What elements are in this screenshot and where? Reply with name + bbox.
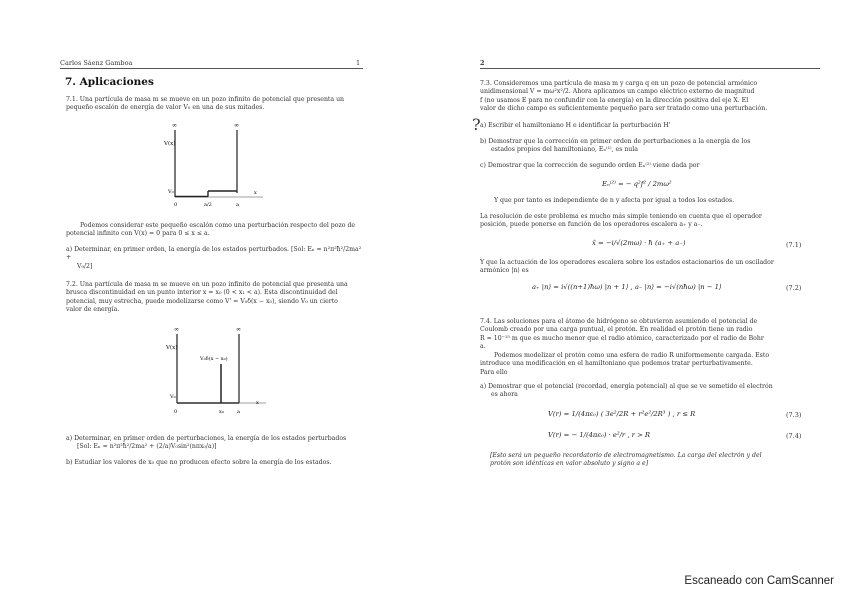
tick-a-half: a/2 [204, 202, 212, 208]
text-line: posición, puede ponerse en función de los operadores escalera a₊ y a₋. [480, 221, 703, 229]
equation-7-2: a₊ |n⟩ = i√((n+1)ħω) |n + 1⟩ , a₋ |n⟩ = −i√(nħω) |n − 1⟩ [532, 283, 722, 291]
text-line: es ahora [491, 391, 518, 399]
equation-7-3: V(r) = 1/(4πε₀) ( 3e²/2R + r²e²/2R³ ) , r ≤ R [548, 410, 696, 418]
text-line: b) Demostrar que la corrección en primer orden de perturbaciones a la energía de los [480, 138, 751, 145]
text-line: a) Determinar, en primer orden, la energía de los estados perturbados. [Sol: Eₙ ≈ n²π²ħ²/2ma² + [66, 246, 362, 262]
text-line: [Esto será un pequeño recordatorio de electromagnetismo. La carga del electrón y del [490, 452, 762, 459]
text-line: valor de energía. [66, 305, 120, 313]
text-line: pequeño escalón de energía de valor V₀ en una de sus mitades. [66, 104, 265, 112]
infinity-label: ∞ [172, 122, 177, 129]
text-line: Podemos modelizar el protón como una esfera de radio R uniformemente cargada. Esto [494, 352, 770, 359]
text-line: 7.3. Consideremos una partícula de masa m y carga q en un pozo de potencial armónico [480, 80, 758, 87]
problem-7-3-f [480, 259, 825, 276]
text-line: 7.4. Las soluciones para el átomo de hidrógeno se obtuvieron asumiendo el potencial de [480, 318, 758, 325]
problem-7-2-b [66, 459, 376, 467]
equation-7-2-label: (7.2) [786, 284, 802, 292]
camscanner-watermark: Escaneado con CamScanner [684, 575, 834, 587]
text-line: Coulomb creado por una carga puntual, el protón. En realidad el protón tiene un radio [480, 326, 753, 334]
page-number: 2 [480, 59, 485, 67]
equation-second-order-energy: Eₙ⁽²⁾ = − q²f² / 2mω² [602, 180, 672, 188]
problem-7-3 [480, 80, 825, 113]
x-axis-label: x [254, 190, 257, 196]
problem-7-4-note [490, 452, 830, 469]
problem-7-2 [66, 281, 366, 314]
text-line: potencial, muy estrecha, puede modelizarse como V' = V₀δ(x − x₀), siendo V₀ un cierto [66, 297, 338, 305]
equation-7-4-label: (7.4) [786, 432, 802, 440]
problem-7-3-a: a) Escribir el hamiltoniano H e identificar la perturbación H' [480, 122, 671, 129]
problem-7-1-text-b [66, 222, 366, 239]
problem-7-4-b [480, 352, 825, 377]
text-line: a) Determinar, en primer orden de perturbaciones, la energía de los estados perturbados [66, 435, 347, 442]
text-line: Para ello [480, 368, 508, 376]
figure-delta-potential [160, 322, 290, 422]
problem-7-3-c: c) Demostrar que la corrección de segundo orden Eₙ⁽²⁾ viene dada por [480, 162, 700, 169]
problem-7-3-e [480, 213, 825, 230]
tick-a: a [237, 409, 240, 415]
text-line: armónico |n⟩ es [480, 267, 529, 275]
text-line: brusca discontinuidad en un punto interior x = x₀ (0 < x₁ < a). Esta discontinuidad del [66, 289, 338, 297]
text-line: valor de dicho campo es suficientemente pequeño para ser tratado como una perturbación. [480, 104, 768, 112]
infinity-label: ∞ [236, 326, 241, 333]
text-line: f (no usamos E para no confundir con la energía) en la dirección positiva del eje X. El [480, 96, 749, 104]
equation-7-1: x̂ = −i/√(2mω) · ħ (a₊ + a₋) [592, 239, 686, 247]
problem-7-2-a [66, 435, 376, 452]
tick-x0: x₀ [219, 409, 224, 415]
delta-label: V₀δ(x − x₀) [200, 356, 228, 362]
infinity-label: ∞ [234, 122, 239, 129]
text-line: 7.1. Una partícula de masa m se mueve en un pozo infinito de potencial que presenta un [66, 96, 345, 103]
text-line: a) Demostrar que el potencial (recordad, energía potencial) al que se ve sometido el electrón [480, 383, 773, 390]
page-number: 1 [356, 59, 361, 67]
problem-7-1 [66, 96, 366, 113]
infinity-label: ∞ [174, 326, 179, 333]
right-page [424, 0, 848, 599]
tick-a: a [236, 202, 239, 208]
text-line: Podemos considerar este pequeño escalón como una perturbación respecto del pozo de [80, 222, 356, 229]
v0-label: V₀ [170, 394, 176, 400]
problem-7-3-d: Y que por tanto es independiente de n y afecta por igual a todos los estados. [494, 197, 735, 204]
problem-7-4-a [480, 383, 825, 400]
text-line: protón son idénticas en valor absoluto y signo a e] [490, 460, 649, 468]
x-axis-label: x [256, 400, 259, 406]
header-rule [480, 68, 820, 69]
text-line: La resolución de este problema es mucho más simple teniendo en cuenta que el operador [480, 213, 762, 220]
v-axis-label: V(x) [164, 141, 176, 147]
text-line: [Sol: Eₙ ≈ n²π²ħ²/2ma² + (2/a)V₀sin²(nπx₀/a)] [77, 443, 217, 451]
page-header-author: Carlos Sáenz Gamboa [60, 59, 133, 67]
text-line: Y que la actuación de los operadores escalera sobre los estados estacionarios de un oscilador [480, 259, 774, 266]
text-line: introduce una modificación en el hamiltoniano que podemos tratar perturbativamente. [480, 360, 753, 368]
text-line: V₀/2] [77, 262, 93, 270]
v0-label: V₀ [168, 189, 174, 195]
tick-0: 0 [174, 409, 178, 415]
text-line: a. [480, 342, 486, 350]
problem-7-1-a [66, 246, 366, 271]
text-line: estados propios del hamiltoniano, Eₙ⁽¹⁾, es nula [491, 146, 638, 154]
tick-0: 0 [174, 202, 178, 208]
handwritten-question-mark: ? [472, 115, 481, 134]
v-axis-label: V(x) [166, 345, 178, 351]
header-rule [60, 68, 363, 69]
section-title: 7. Aplicaciones [65, 76, 154, 88]
equation-7-3-label: (7.3) [786, 411, 802, 419]
equation-7-1-label: (7.1) [786, 241, 802, 249]
text-line: 7.2. Una partícula de masa m se mueve en un pozo infinito de potencial que presenta una [66, 281, 348, 288]
equation-7-4: V(r) = − 1/(4πε₀) · e²/r , r > R [548, 431, 651, 439]
problem-7-3-b [480, 138, 825, 155]
figure-step-potential [150, 118, 280, 213]
problem-7-4 [480, 318, 825, 351]
text-line: b) Estudiar los valores de x₀ que no producen efecto sobre la energía de los estados. [66, 459, 332, 466]
text-line: unidimensional V = mω²x²/2. Ahora aplicamos un campo eléctrico externo de magnitud [480, 88, 755, 96]
text-line: potencial infinito con V(x) = 0 para 0 ≤ x ≤ a. [66, 230, 210, 238]
text-line: R ≈ 10⁻¹⁵ m que es mucho menor que el radio atómico, caracterizado por el radio de Bohr [480, 334, 764, 342]
